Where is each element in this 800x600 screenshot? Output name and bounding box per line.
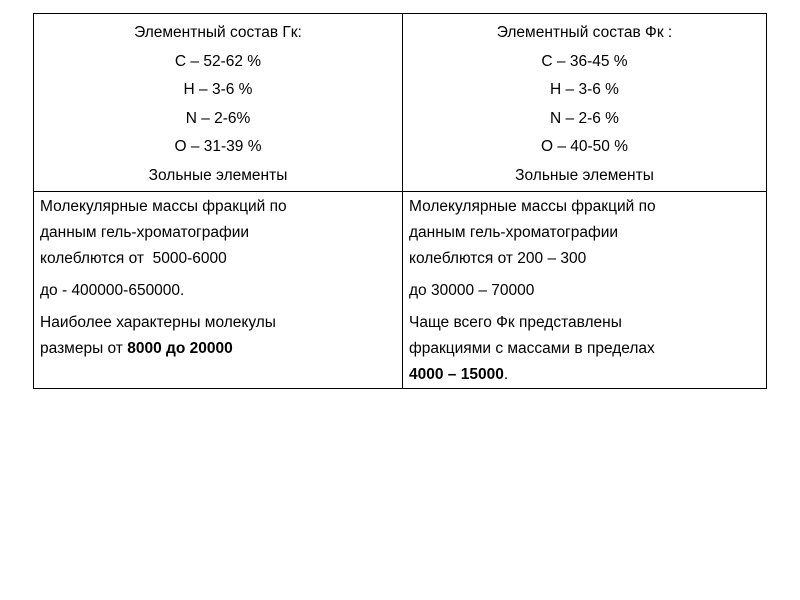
gk-mass-cell [34,192,403,389]
fk-mass-period: . [503,366,509,383]
fk-mass-line-7 [409,362,760,388]
fk-mass-cell [403,192,767,389]
gk-mass-line-5: Наиболее характерны молекулы [40,314,276,331]
gk-nitrogen: N – 2-6% [185,109,251,127]
gk-mass-size-prefix: размеры от [40,340,128,357]
fk-mass-range: 4000 – 15000 [409,366,504,383]
composition-table [33,13,767,389]
fk-composition-cell [403,14,767,192]
gk-mass-line-2: данным гель-хроматографии [40,224,250,241]
gk-mass-size-range: 8000 до 20000 [127,340,233,357]
fk-mass-line-1: Молекулярные массы фракций по [409,198,656,215]
fk-hydrogen: Н – 3-6 % [550,81,619,98]
fk-carbon: С – 36-45 % [541,52,628,70]
fk-mass-line-3: колеблются от 200 – 300 [409,250,587,267]
gk-mass-line-4: до - 400000-650000. [40,282,185,299]
gk-mass-line-6 [40,336,396,362]
gk-mass-line-1: Молекулярные массы фракций по [40,198,287,215]
fk-nitrogen: N – 2-6 % [550,109,619,127]
fk-mass-line-4: до 30000 – 70000 [409,282,535,299]
fk-mass-line-5: Чаще всего Фк представлены [409,314,622,331]
table-row-molecular-mass [34,192,767,389]
table-row-composition [34,14,767,192]
fk-oxygen: О – 40-50 % [540,138,629,155]
fk-mass-line-2: данным гель-хроматографии [409,224,619,241]
gk-carbon: С – 52-62 % [174,52,262,70]
gk-composition-cell [34,14,403,192]
gk-hydrogen: Н – 3-6 % [183,81,253,98]
gk-mass-line-3: колеблются от 5000-6000 [40,250,227,267]
fk-composition-title: Элементный состав Фк : [496,24,673,41]
gk-composition-title: Элементный состав Гк: [134,24,302,41]
fk-mass-line-6: фракциями с массами в пределах [409,340,655,357]
fk-ash-elements: Зольные элементы [515,166,654,184]
gk-ash-elements: Зольные элементы [148,166,288,184]
gk-oxygen: О – 31-39 % [174,138,262,155]
